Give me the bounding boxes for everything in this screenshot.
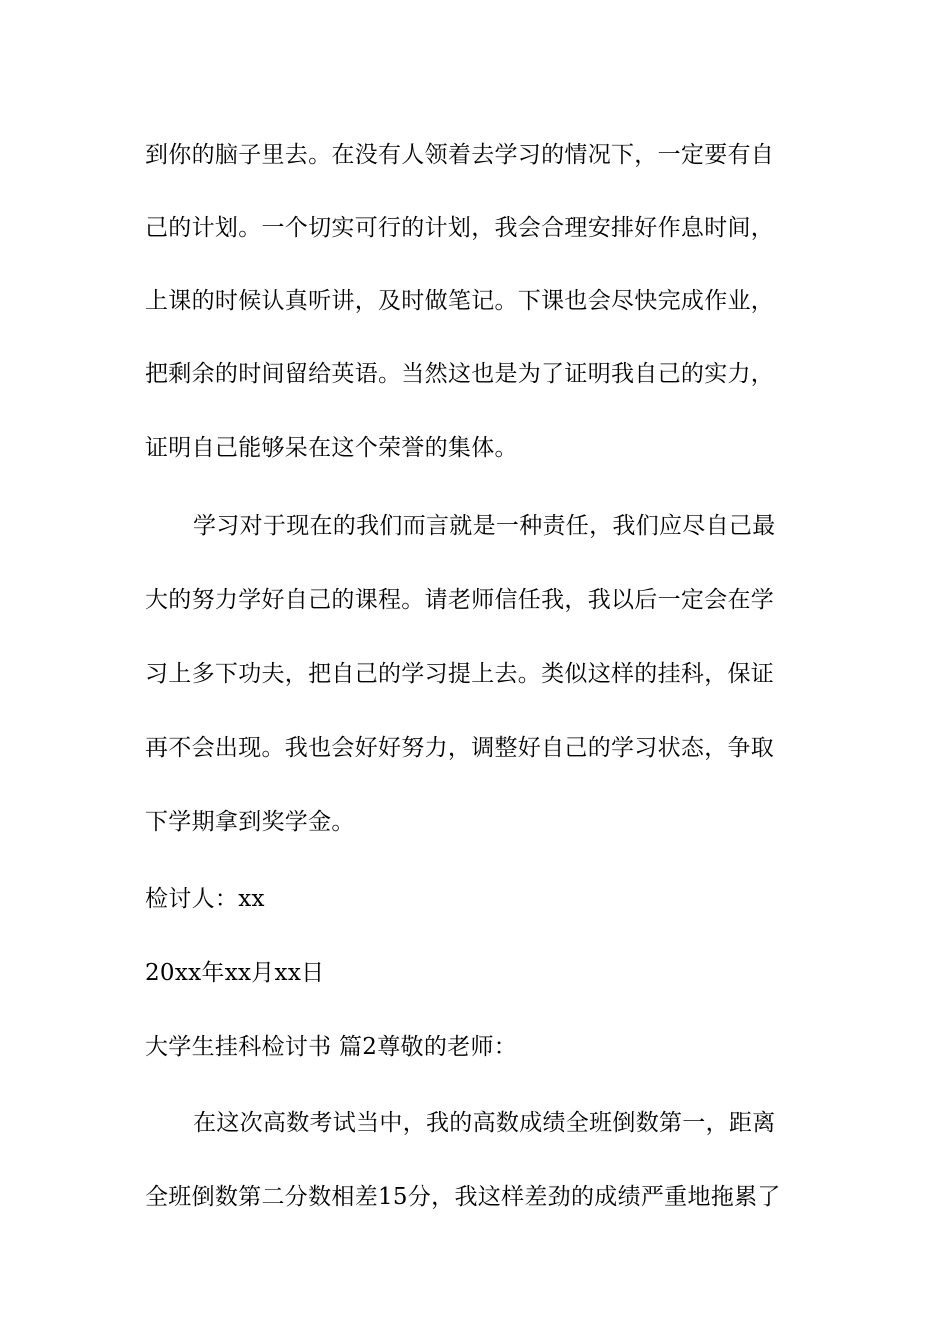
section-heading: 大学生挂科检讨书 篇2尊敬的老师： [145,1034,518,1060]
signature-date: 20xx年xx月xx日 [145,960,325,986]
paragraph-2-line-5: 下学期拿到奖学金。 [145,809,355,835]
paragraph-1-line-3: 上课的时候认真听讲，及时做笔记。下课也会尽快完成作业， [145,288,775,314]
paragraph-1-line-2: 己的计划。一个切实可行的计划，我会合理安排好作息时间， [145,215,775,241]
paragraph-1-line-4: 把剩余的时间留给英语。当然这也是为了证明我自己的实力， [145,361,775,387]
paragraph-1-line-5: 证明自己能够呆在这个荣誉的集体。 [145,435,518,461]
paragraph-2-line-1: 学习对于现在的我们而言就是一种责任，我们应尽自己最 [193,513,776,539]
paragraph-3-line-1: 在这次高数考试当中，我的高数成绩全班倒数第一，距离 [193,1110,776,1136]
paragraph-1-line-1: 到你的脑子里去。在没有人领着去学习的情况下，一定要有自 [145,142,775,168]
paragraph-2-line-2: 大的努力学好自己的课程。请老师信任我，我以后一定会在学 [145,587,775,613]
paragraph-2-line-3: 习上多下功夫，把自己的学习提上去。类似这样的挂科，保证 [145,661,775,687]
signature-author: 检讨人：xx [145,886,265,912]
paragraph-3-line-2: 全班倒数第二分数相差15分，我这样差劲的成绩严重地拖累了 [145,1184,781,1210]
paragraph-2-line-4: 再不会出现。我也会好好努力，调整好自己的学习状态，争取 [145,735,775,761]
